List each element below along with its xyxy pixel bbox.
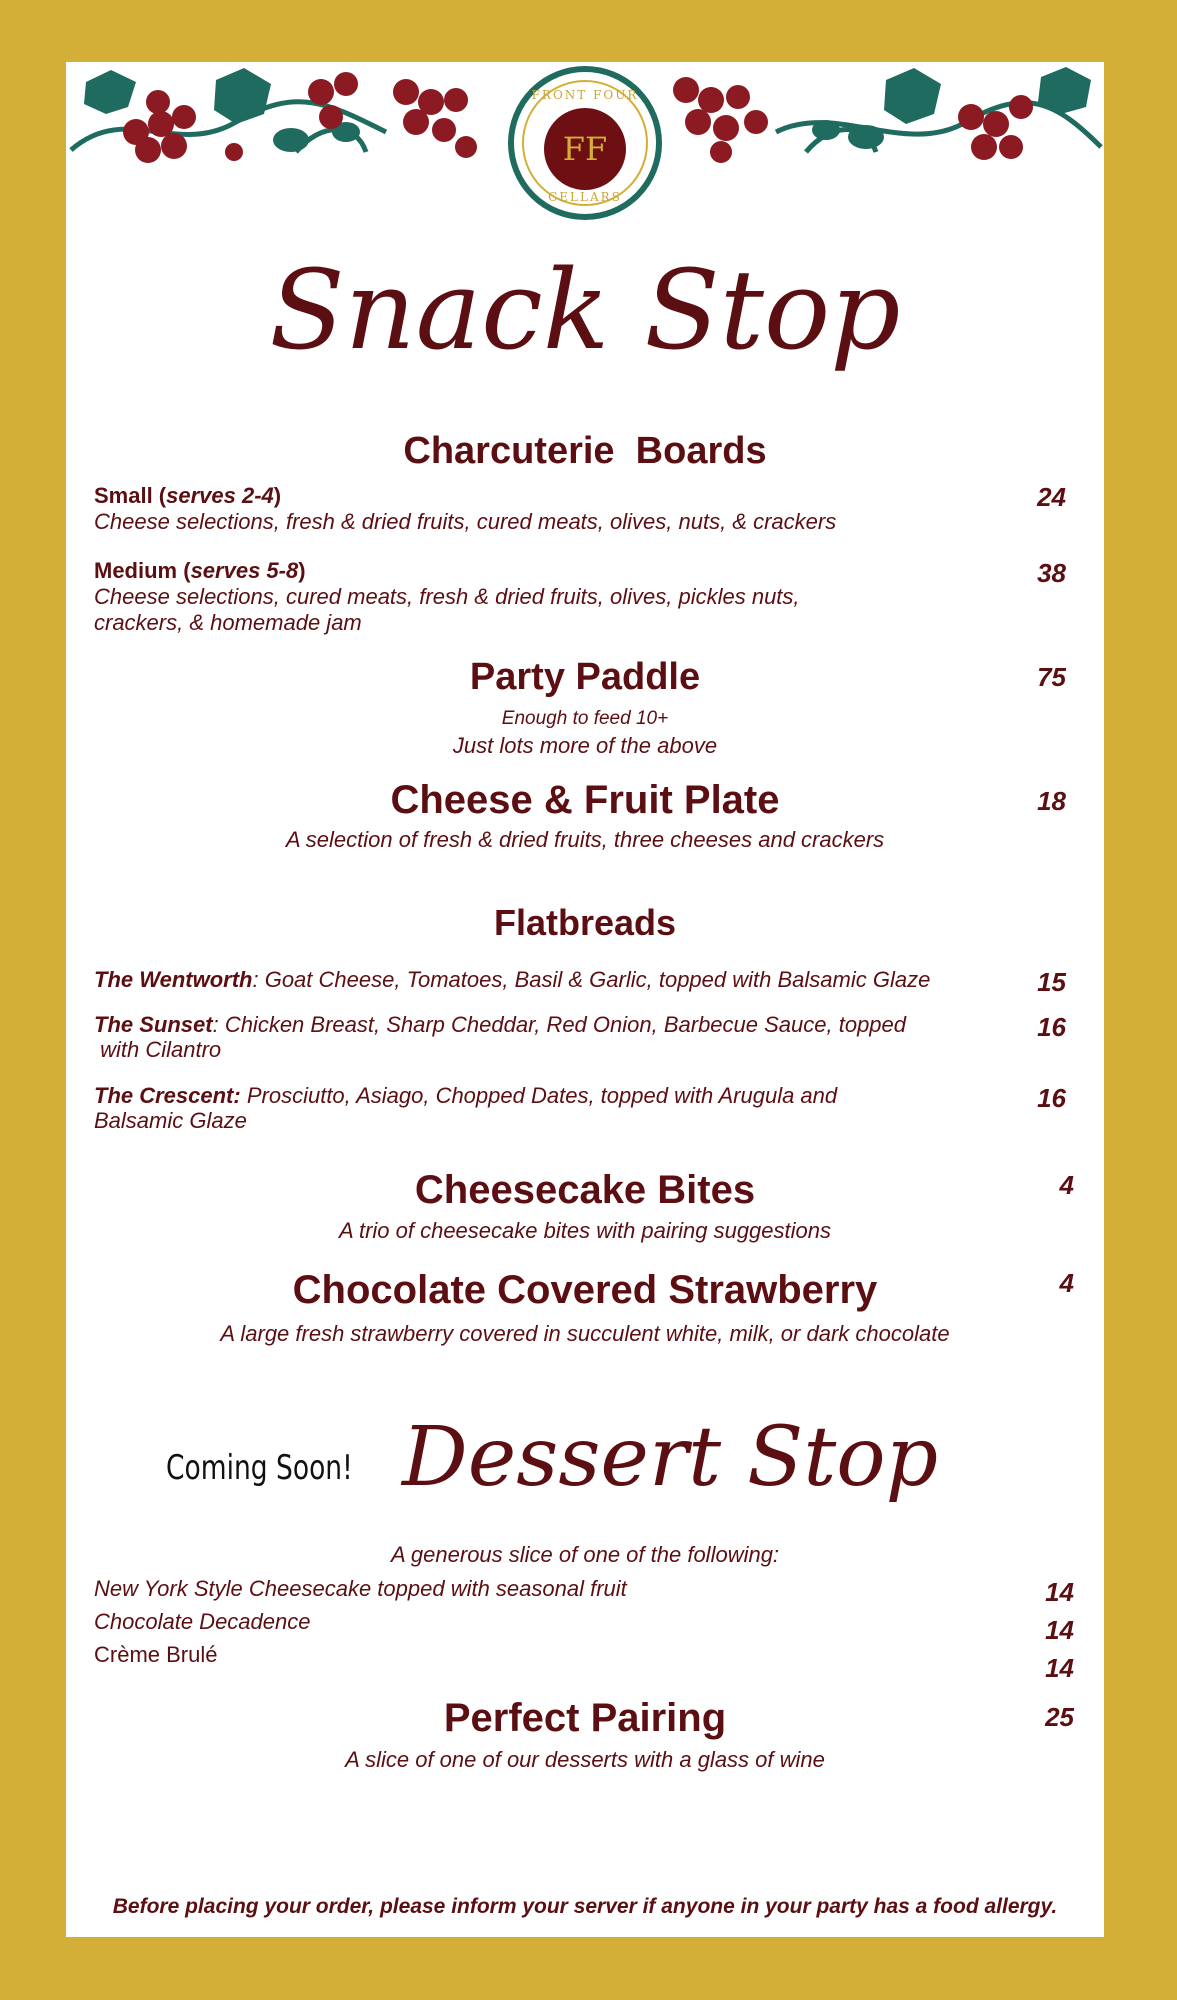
allergy-notice: Before placing your order, please inform your server if anyone in your party has a food allergy.	[112, 1895, 1058, 1918]
perfect-pairing-description: A slice of one of our desserts with a glass of wine	[345, 1747, 825, 1772]
sep: :	[212, 1012, 225, 1037]
dessert-item-chocolate-decadence: Chocolate Decadence	[94, 1609, 311, 1634]
flatbread-desc-cont: with Cilantro	[94, 1037, 222, 1062]
item-description: Cheese selections, fresh & dried fruits, cured meats, olives, nuts, & crackers	[94, 509, 837, 534]
item-serves: serves 5-8	[190, 558, 299, 583]
logo-ring-text-top: FRONT FOUR	[531, 88, 639, 102]
item-description-line2: crackers, & homemade jam	[94, 610, 362, 635]
party-paddle-line1: Enough to feed 10+	[501, 708, 669, 729]
dessert-intro: A generous slice of one of the following:	[390, 1542, 780, 1567]
item-name: Small (	[94, 483, 167, 508]
dessert-stop-title: Dessert Stop	[402, 1410, 939, 1505]
sep: :	[252, 967, 265, 992]
section-heading-party-paddle: Party Paddle	[469, 656, 701, 698]
item-description-line1: Cheese selections, cured meats, fresh & dried fruits, olives, pickles nuts,	[94, 584, 800, 609]
logo-ring-text-bottom: CELLARS	[548, 190, 622, 204]
flatbread-name: The Sunset	[94, 1012, 213, 1037]
coming-soon-label: Coming Soon!	[166, 1448, 353, 1488]
flatbread-desc: Goat Cheese, Tomatoes, Basil & Garlic, topped with Balsamic Glaze	[264, 967, 931, 992]
logo-monogram: FF	[562, 130, 608, 168]
flatbread-name: The Wentworth	[94, 967, 253, 992]
price-small-board: 24	[1037, 482, 1066, 512]
flatbread-wentworth	[94, 967, 1004, 992]
item-serves: serves 2-4	[166, 483, 274, 508]
paren: )	[298, 558, 306, 583]
page-title: Snack Stop	[269, 246, 901, 374]
flatbread-crescent	[94, 1083, 1004, 1133]
price-creme-brule: 14	[1045, 1653, 1074, 1683]
menu-card	[66, 62, 1104, 1937]
section-heading-perfect-pairing: Perfect Pairing	[443, 1696, 727, 1740]
section-heading-cheese-fruit: Cheese & Fruit Plate	[390, 778, 780, 822]
section-heading-cheesecake-bites: Cheesecake Bites	[414, 1168, 756, 1212]
flatbread-desc: Prosciutto, Asiago, Chopped Dates, topped with Arugula and	[246, 1083, 838, 1108]
price-cheesecake-bites: 4	[1059, 1170, 1074, 1200]
front-four-cellars-logo	[508, 66, 662, 220]
price-perfect-pairing: 25	[1045, 1702, 1074, 1732]
price-strawberry: 4	[1059, 1268, 1074, 1298]
flatbread-name: The Crescent:	[94, 1083, 241, 1108]
price-wentworth: 15	[1037, 967, 1066, 997]
flatbread-desc: Chicken Breast, Sharp Cheddar, Red Onion, Barbecue Sauce, topped	[224, 1012, 907, 1037]
party-paddle-line2: Just lots more of the above	[452, 733, 718, 758]
cheesecake-bites-description: A trio of cheesecake bites with pairing suggestions	[338, 1218, 831, 1243]
price-party-paddle: 75	[1037, 662, 1066, 692]
dessert-item-cheesecake: New York Style Cheesecake topped with seasonal fruit	[94, 1576, 627, 1601]
cheese-fruit-description: A selection of fresh & dried fruits, three cheeses and crackers	[285, 827, 885, 852]
menu-item-small-board	[94, 483, 836, 535]
price-cheese-fruit: 18	[1037, 786, 1066, 816]
price-crescent: 16	[1037, 1083, 1066, 1113]
section-heading-strawberry: Chocolate Covered Strawberry	[292, 1268, 878, 1312]
price-chocolate-decadence: 14	[1045, 1615, 1074, 1645]
price-ny-cheesecake: 14	[1045, 1577, 1074, 1607]
item-name: Medium (	[94, 558, 191, 583]
logo-monogram-disc	[544, 108, 626, 190]
section-heading-flatbreads: Flatbreads	[493, 902, 677, 943]
strawberry-description: A large fresh strawberry covered in succulent white, milk, or dark chocolate	[220, 1321, 950, 1346]
price-sunset: 16	[1037, 1012, 1066, 1042]
price-medium-board: 38	[1037, 558, 1066, 588]
flatbread-sunset	[94, 1012, 1004, 1062]
paren: )	[273, 483, 282, 508]
section-heading-charcuterie: Charcuterie Boards	[403, 430, 767, 472]
flatbread-desc-cont: Balsamic Glaze	[94, 1108, 247, 1133]
menu-item-medium-board	[94, 558, 800, 636]
dessert-item-creme-brule: Crème Brulé	[94, 1642, 218, 1667]
